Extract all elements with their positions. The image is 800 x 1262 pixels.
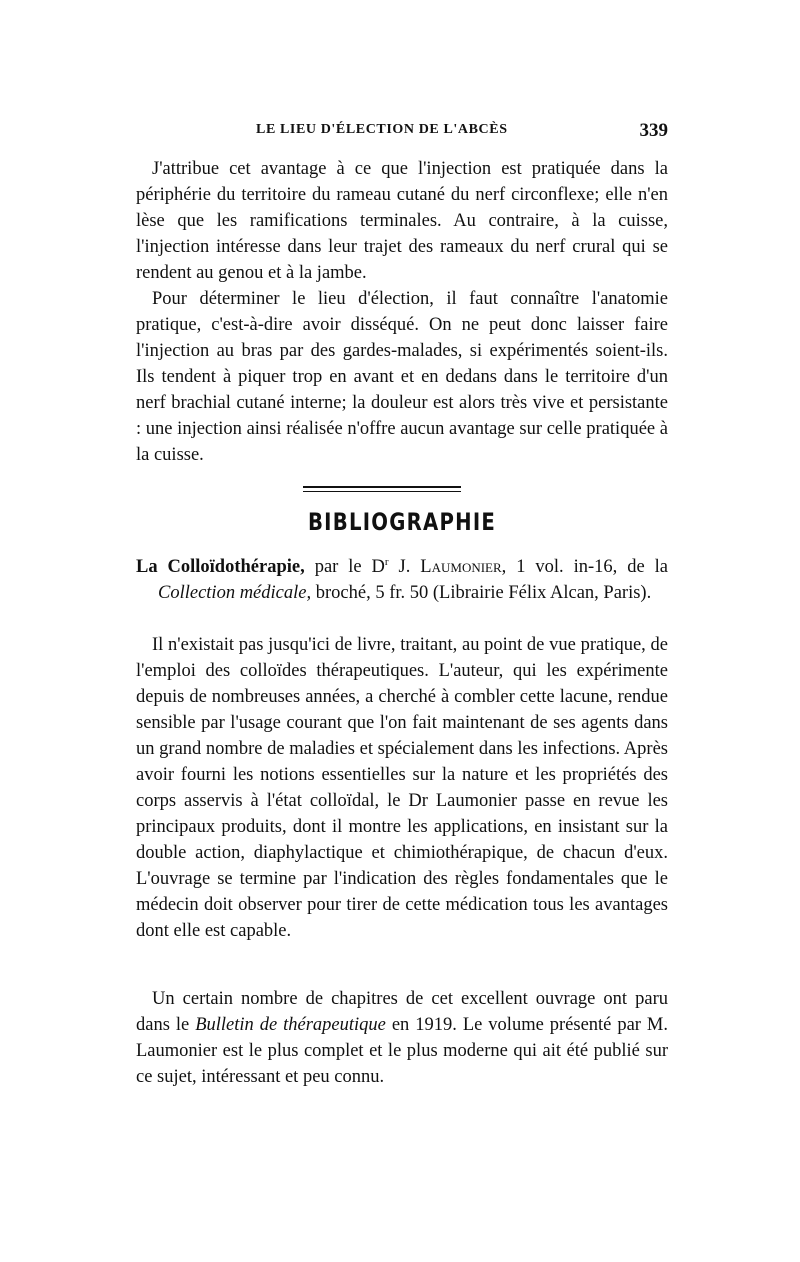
section-divider-thick xyxy=(303,486,461,488)
paragraph-2-block xyxy=(136,286,668,468)
citation-by: par le D xyxy=(304,557,385,577)
book-title: La Colloïdothérapie, xyxy=(136,557,305,577)
citation-details-1: 1 vol. in-16, de la xyxy=(506,557,668,577)
paragraph-1-block xyxy=(136,156,668,286)
section-title: BIBLIOGRAPHIE xyxy=(307,508,497,536)
review-paragraph-1-block xyxy=(136,632,668,944)
paragraph-1: J'attribue cet avantage à ce que l'injection est pratiquée dans la périphérie du territoire du rameau cutané du nerf circonflexe; elle n'en lèse que les ramifications terminales. Au contraire, à la cuisse, l'injection intéresse dans leur trajet des rameaux du nerf crural qui se rendent au genou et à la jambe. xyxy=(136,159,668,283)
running-title: LE LIEU D'ÉLECTION DE L'ABCÈS xyxy=(256,122,508,137)
bulletin-title: Bulletin de thérapeutique xyxy=(195,1015,386,1035)
paragraph-2: Pour déterminer le lieu d'élection, il faut connaître l'anatomie pratique, c'est-à-dire avoir disséqué. On ne peut donc laisser faire l'injection au bras par des gardes-malades, si expérimentés soient-ils. Ils tendent à piquer trop en avant et en dedans dans le territoire d'un nerf brachial cutané interne; la douleur est alors très vive et persistante : une injection ainsi réalisée n'offre aucun avantage sur celle pratiquée à la cuisse. xyxy=(136,289,668,465)
review-paragraph-2-block xyxy=(136,986,668,1090)
page-header xyxy=(136,120,668,148)
review-paragraph-1: Il n'existait pas jusqu'ici de livre, traitant, au point de vue pratique, de l'emploi des colloïdes thérapeutiques. L'auteur, qui les expérimente depuis de nombreuses années, a cherché à combler cette lacune, rendue sensible par l'usage courant que l'on fait maintenant de ses agents dans un grand nombre de maladies et spécialement dans les infections. Après avoir fourni les notions essentielles sur la nature et les propriétés des corps asservis à l'état colloïdal, le Dr Laumonier passe en revue les principaux produits, dont il montre les applications, en insistant sur la double action, diaphylactique et chimiothérapique, de chacun d'eux. L'ouvrage se termine par l'indication des règles fondamentales que le médecin doit observer pour tirer de cette médication tous les avantages dont elle est capable. xyxy=(136,635,668,941)
review-paragraph-2 xyxy=(136,986,668,1090)
citation-details-2: broché, 5 fr. 50 (Librairie Félix Alcan, Paris). xyxy=(311,583,652,603)
review-2-text-a: Un certain nombre de chapitres de cet excellent ouvrage ont paru dans le xyxy=(136,989,668,1035)
book-author: J. Laumonier, xyxy=(388,557,507,577)
collection-name: Collection médicale, xyxy=(158,583,312,603)
bibliography-citation xyxy=(136,554,668,606)
section-divider-thin xyxy=(303,491,461,492)
review-2-text-b: en 1919. Le volume présenté par M. Laumonier est le plus complet et le plus moderne qui ait été publié sur ce sujet, intéressant et peu connu. xyxy=(136,1015,669,1087)
doctor-superscript: r xyxy=(384,555,389,568)
page-number: 339 xyxy=(639,120,668,141)
bibliography-entry xyxy=(136,554,668,606)
